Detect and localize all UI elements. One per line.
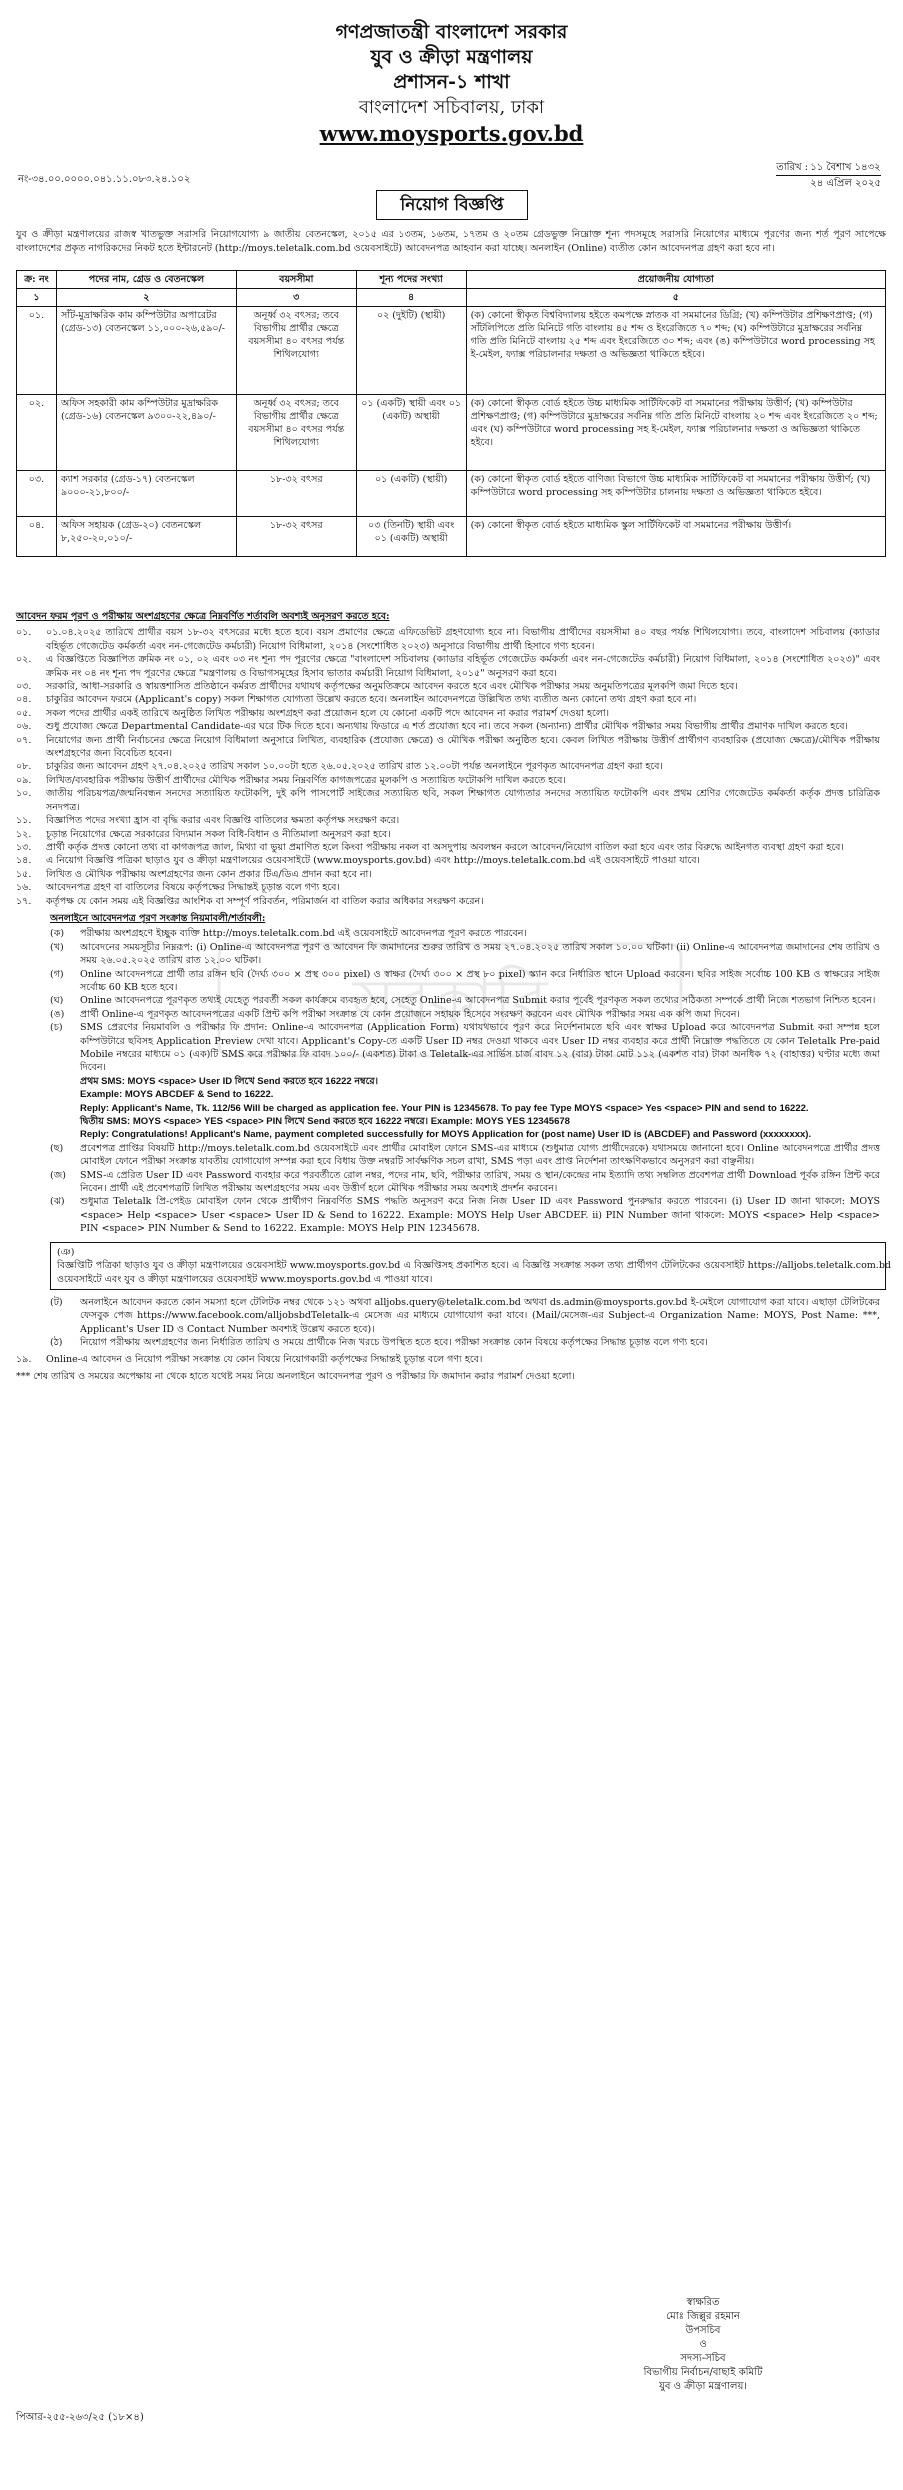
govt-name: গণপ্রজাতন্ত্রী বাংলাদেশ সরকার (335, 21, 568, 43)
condition-item (16, 693, 886, 706)
online-rule (50, 1336, 886, 1349)
condition-item-text: বিজ্ঞাপিত পদের সংখ্যা হ্রাস বা বৃদ্ধি করার এবং বিজ্ঞপ্তি বাতিলের ক্ষমতা কর্তৃপক্ষ সংরক্ষণ করে। (46, 815, 400, 827)
online-rule-number: (ঙ) (50, 1008, 65, 1020)
condition-item-text: শুধু প্রযোজ্য ক্ষেত্রে Departmental Candidate-এর ঘরে টিক দিতে হবে। অন্যথায় ফিডারে এ শর্ত প্রযোজ্য হবে না। তবে সকল (অন্যান্য) প্রার্থীর মৌখিক পরীক্ষার সময় বিভাগীয় প্রার্থীর প্রমাণক দাখিল করতে হবে। (46, 721, 848, 733)
ministry-name: যুব ও ক্রীড়া মন্ত্রণালয় (370, 46, 533, 68)
online-rule-text: প্রবেশপত্র প্রাপ্তির বিষয়টি http://moys.teletalk.com.bd ওয়েবসাইটে এবং প্রার্থীর মোবাইল ফোনে SMS-এর মাধ্যমে (শুধুমাত্র যোগ্য প্রার্থীদেরকে) যথাসময়ে জানানো হবে। Online আবেদনপত্রে প্রার্থীর প্রদত্ত মোবাইল ফোনে পরীক্ষা সংক্রান্ত যাবতীয় যোগাযোগ সম্পন্ন করা হবে বিধায় উক্ত নম্বরটি সার্বক্ষণিক সচল রাখা, SMS পড়া এবং প্রাপ্ত নির্দেশনা তাৎক্ষণিকভাবে অনুসরণ করা বাঞ্ছনীয়। (80, 1142, 880, 1168)
table-row (17, 307, 886, 395)
condition-item (16, 814, 886, 827)
condition-item (16, 626, 886, 653)
online-rule-number: (ঠ) (50, 1337, 63, 1349)
online-rule (50, 1195, 886, 1235)
online-rule (50, 1021, 886, 1075)
online-rule (50, 1128, 886, 1141)
notice-box-item-text: বিজ্ঞপ্তিটি পত্রিকা ছাড়াও যুব ও ক্রীড়া মন্ত্রণালয়ের ওয়েবসাইট www.moysports.gov.bd এ বিজ্ঞপ্তিসহ প্রকাশিত হবে। এ বিজ্ঞপ্তি সংক্রান্ত সকল তথ্য প্রার্থীগণ টেলিটকের ওয়েবসাইট https://alljobs.teletalk.com.bd ওয়েবসাইটে এবং যুব ও ক্রীড়া মন্ত্রণালয়ের ওয়েবসাইট www.moysports.gov.bd এ পাওয়া যাবে। (57, 1260, 891, 1285)
condition-item (16, 841, 886, 854)
table-row (17, 517, 886, 557)
condition-item-number: ০৭. (16, 734, 32, 746)
cell-post: অফিস সহায়ক (গ্রেড-২০) বেতনস্কেল ৮,২৫০-২০,০১০/- (56, 517, 236, 557)
office-address: বাংলাদেশ সচিবালয়, ঢাকা (358, 97, 545, 118)
signatory-name: মোঃ জিল্লুর রহমান (666, 2311, 740, 2322)
online-rule-number: (গ) (50, 968, 64, 980)
col-number: ৪ (356, 289, 466, 307)
cell-qualification: (ক) কোনো স্বীকৃত বোর্ড হইতে মাধ্যমিক স্কুল সার্টিফিকেট বা সমমানের পরীক্ষায় উত্তীর্ণ। (466, 517, 885, 557)
online-rules-list (16, 927, 886, 1235)
col-number: ১ (17, 289, 57, 307)
condition-item-number: ০৩. (16, 681, 32, 693)
cell-sl: ০১. (17, 307, 57, 395)
online-rule-text: অনলাইনে আবেদন করতে কোন সমস্যা হলে টেলিটক নম্বর থেকে ১২১ অথবা alljobs.query@teletalk.com.bd অথবা ds.admin@moysports.gov.bd ই-মেইলে যোগাযোগ করা যাবে। এছাড়া টেলিটকের ফেসবুক পেজ https://www.facebook.com/alljobsbdTeletalk-এ মেসেজ এর মাধ্যমে যোগাযোগ করা যাবে। (Mail/মেসেজ-এর Subject-এ Organization Name: MOYS, Post Name: ***, Applicant's User ID ও Contact Number অবশ্যই উল্লেখ করতে হবে)। (80, 1296, 880, 1335)
signatory-and: ও (699, 2339, 707, 2350)
col-header: বয়সসীমা (236, 271, 356, 289)
cell-sl: ০২. (17, 395, 57, 471)
online-rule (50, 1142, 886, 1169)
online-rule (50, 994, 886, 1007)
condition-item-text: চাকুরির জন্য আবেদন গ্রহণ ২৭.০৪.২০২৫ তারিখ সকাল ১০.০০টা হতে ২৬.০৫.২০২৫ তারিখ রাত ১২.০০টা পর্যন্ত অনলাইনে পূরণকৃত আবেদনপত্র গ্রহণ করা হবে। (46, 761, 663, 773)
online-rule (50, 1115, 886, 1128)
condition-item-number: ১৪. (16, 855, 32, 867)
cell-age: অনূর্ধ্ব ৩২ বৎসর; তবে বিভাগীয় প্রার্থীর ক্ষেত্রে বয়সসীমা ৪০ বৎসর পর্যন্ত শিথিলযোগ্য (236, 307, 356, 395)
date-english: ২৪ এপ্রিল ২০২৫ (810, 178, 881, 189)
online-rule (50, 1075, 886, 1088)
condition-item-number: ১৭. (16, 895, 32, 907)
footnote: *** শেষ তারিখ ও সময়ের অপেক্ষায় না থেকে হাতে যথেষ্ট সময় নিয়ে অনলাইনে আবেদনপত্র পূরণ ও পরীক্ষার ফি জমাদান করার পরামর্শ দেওয়া হলো। (16, 1370, 575, 1382)
date-block (776, 160, 881, 191)
condition-item-number: ১০. (16, 788, 32, 800)
vacancy-table (16, 270, 886, 557)
condition-item-text: লিখিত ও মৌখিক পরীক্ষায় অংশগ্রহণের জন্য কোন প্রকার টিএ/ডিএ প্রদান করা হবে না। (46, 868, 372, 880)
condition-item-text: ০১.০৪.২০২৫ তারিখে প্রার্থীর বয়স ১৮-৩২ বৎসরের মধ্যে হতে হবে। বয়স প্রমাণের ক্ষেত্রে এফিডেভিট গ্রহণযোগ্য হবে না। বিভাগীয় প্রার্থীদের বয়সসীমা ৪০ বছর পর্যন্ত শিথিলযোগ্য। তবে, বাংলাদেশ সচিবালয় (ক্যাডার বহির্ভূত গেজেটেড কর্মকর্তা এবং নন-গেজেটেড কর্মচারী) নিয়োগ বিধিমালা, ২০১৪ (সংশোধিত ২০২৩) অনুসারে বিভাগীয় প্রার্থী হিসাবে গণ্য হবেন। (46, 627, 880, 652)
conditions-title: আবেদন ফরম পূরণ ও পরীক্ষায় অংশগ্রহণের ক্ষেত্রে নিম্নবর্ণিত শর্তাবলি অবশ্যই অনুসরণ করতে হবে: (16, 611, 390, 622)
condition-item (16, 828, 886, 841)
intro-paragraph: যুব ও ক্রীড়া মন্ত্রণালয়ের রাজস্ব খাতভুক্ত সরাসরি নিয়োগযোগ্য ৯ জাতীয় বেতনস্কেল, ২০১৫ এর ১৩তম, ১৬তম, ১৭তম ও ২০তম গ্রেডভুক্ত নিম্নোক্ত শূন্য পদসমূহে সরাসরি নিয়োগের মাধ্যমে পূরণের জন্য শর্ত পূরণ সাপেক্ষে বাংলাদেশের প্রকৃত নাগরিকদের নিকট হতে ইন্টারনেট (http://moys.teletalk.com.bd ওয়েবসাইটে) আবেদনপত্র আহবান করা যাচ্ছে। অনলাইন (Online) ব্যতীত কোন আবেদনপত্র গ্রহণ করা হবে না। (16, 229, 886, 254)
condition-item-text: জাতীয় পরিচয়পত্র/জন্মনিবন্ধন সনদের সত্যায়িত ফটোকপি, দুই কপি পাসপোর্ট সাইজের সত্যায়িত ছবি, সকল শিক্ষাগত যোগ্যতার সনদের সত্যায়িত ফটোকপি এবং প্রথম শ্রেণির গেজেটেড কর্মকর্তা কর্তৃক প্রদত্ত চারিত্রিক সনদপত্র। (46, 788, 880, 813)
notice-box (50, 1242, 891, 1290)
online-rule (50, 1102, 886, 1115)
condition-item-text: নিয়োগের জন্য প্রার্থী নির্বাচনের ক্ষেত্রে নিয়োগ বিধিমালা অনুসারে লিখিত, ব্যবহারিক (প্রযোজ্য ক্ষেত্রে) ও মৌখিক পরীক্ষা অনুষ্ঠিত হবে। কেবল লিখিত পরীক্ষায় উত্তীর্ণ প্রার্থীগণ ব্যবহারিক (প্রযোজ্য ক্ষেত্রে)/মৌখিক পরীক্ষায় অংশগ্রহণের জন্য বিবেচিত হবেন। (46, 734, 880, 760)
condition-item-number: ০৫. (16, 707, 32, 719)
notice-box-item (57, 1246, 891, 1286)
sign-label: স্বাক্ষরিত (686, 2297, 720, 2308)
online-rule-text: Example: MOYS ABCDEF & Send to 16222. (80, 1089, 274, 1101)
online-rule-number: (খ) (50, 941, 64, 953)
signature-block (583, 2296, 823, 2394)
online-rule-number: (ঝ) (50, 1196, 65, 1208)
condition-item (16, 653, 886, 680)
condition-item-number: ০১. (16, 627, 32, 639)
online-rule-number: (চ) (50, 1022, 63, 1034)
condition-item-text: কর্তৃপক্ষ যে কোন সময় এই বিজ্ঞপ্তির আংশিক বা সম্পূর্ণ পরিবর্তন, পরিমার্জন বা বাতিল করার অধিকার সংরক্ষণ করেন। (46, 895, 484, 907)
signatory-role2: বিভাগীয় নির্বাচন/বাছাই কমিটি (643, 2367, 763, 2378)
col-header: ক্র: নং (17, 271, 57, 289)
online-rule (50, 1008, 886, 1021)
col-header: শূন্য পদের সংখ্যা (356, 271, 466, 289)
online-rule-text: Online আবেদনপত্রে পূরণকৃত তথ্যই যেহেতু পরবর্তী সকল কার্যক্রমে ব্যবহৃত হবে, সেহেতু Online-এ আবেদনপত্র Submit করার পূর্বেই পূরণকৃত সকল তথ্যের সঠিকতা সম্পর্কে প্রার্থী নিজে শতভাগ নিশ্চিত হবেন। (80, 995, 876, 1007)
online-rule-number: (ছ) (50, 1142, 64, 1154)
notice-title: নিয়োগ বিজ্ঞপ্তি (376, 190, 528, 220)
condition-item (16, 760, 886, 773)
online-rule (50, 968, 886, 995)
online-rule-text: নিয়োগ পরীক্ষায় অংশগ্রহণের জন্য নির্ধারিত তারিখ ও সময়ে প্রার্থীকে নিজ খরচে উপস্থিত হতে হবে। পরীক্ষা সংক্রান্ত কোন বিষয়ে কর্তৃপক্ষের সিদ্ধান্ত চূড়ান্ত বলে গণ্য হবে। (80, 1337, 708, 1349)
signatory-ministry: যুব ও ক্রীড়া মন্ত্রণালয়। (659, 2381, 747, 2392)
condition-item-number: ১৩. (16, 841, 32, 853)
section-name: প্রশাসন-১ শাখা (393, 71, 510, 93)
condition-item-number: ১৫. (16, 868, 32, 880)
online-rule (50, 1088, 886, 1101)
condition-item-text: চাকুরির আবেদন ফরমে (Applicant's copy) সকল শিক্ষাগত যোগ্যতা উল্লেখ করতে হবে। অনলাইন আবেদনপত্রে উল্লিখিত তথ্য ব্যতীত অন্য কোনো তথ্য গ্রহণ করা হবে না। (46, 694, 697, 706)
memo-number: নং-৩৪.০০.০০০০.০৪১.১১.০৮৩.২৪.১০২ (18, 174, 191, 185)
condition-item-text: প্রার্থী কর্তৃক প্রদত্ত কোনো তথ্য বা কাগজপত্র জাল, মিথ্যা বা ভুয়া প্রমাণিত হলে কিংবা পরীক্ষায় নকল বা অসদুপায় অবলম্বন করলে আবেদন/নিয়োগ বাতিল করা হবে এবং তার বিরুদ্ধে আইনগত ব্যবস্থা গ্রহণ করা হবে। (46, 841, 844, 853)
condition-item-number: ১১. (16, 815, 32, 827)
condition-item-number: ০৯. (16, 774, 32, 786)
condition-item (16, 707, 886, 720)
online-rule-text: SMS-এ প্রেরিত User ID এবং Password ব্যবহার করে পরবর্তীতে রোল নম্বর, পদের নাম, ছবি, পরীক্ষার তারিখ, সময় ও স্থান/কেন্দ্রের নাম ইত্যাদি তথ্য সম্বলিত প্রবেশপত্র প্রার্থী Download পূর্বক রঙ্গিন প্রিন্ট করে নিবেন। প্রার্থী এই প্রবেশপত্রটি লিখিত পরীক্ষায় অংশগ্রহণের সময় এবং উত্তীর্ণ হলে মৌখিক পরীক্ষার সময় অবশ্যই প্রদর্শন করবেন। (80, 1169, 880, 1195)
cell-age: অনূর্ধ্ব ৩২ বৎসর; তবে বিভাগীয় প্রার্থীর ক্ষেত্রে বয়সসীমা ৪০ বৎসর পর্যন্ত শিথিলযোগ্য (236, 395, 356, 471)
condition-item (16, 868, 886, 881)
condition-item-number: ০৬. (16, 721, 32, 733)
conditions-section (16, 610, 891, 2490)
online-rule-text: প্রথম SMS: MOYS <space> User ID লিখে Send করতে হবে 16222 নম্বরে। (80, 1075, 379, 1087)
col-header: পদের নাম, গ্রেড ও বেতনস্কেল (56, 271, 236, 289)
cell-age: ১৮-৩২ বৎসর (236, 517, 356, 557)
cell-qualification: (ক) কোনো স্বীকৃত বোর্ড হইতে উচ্চ মাধ্যমিক সার্টিফিকেট বা সমমানের পরীক্ষায় উত্তীর্ণ; (খ) কম্পিউটার প্রশিক্ষণপ্রাপ্ত; (গ) কম্পিউটারে মুদ্রাক্ষরের সর্বনিম্ন গতি প্রতি মিনিটে বাংলায় ২০ শব্দ এবং ইংরেজিতে ২০ শব্দ; এবং (ঘ) কম্পিউটারে word processing সহ ই-মেইল, ফ্যাক্স পরিচালনার দক্ষতা ও অভিজ্ঞতা থাকিতে হইবে। (466, 395, 885, 471)
online-rules-tail (16, 1296, 886, 1350)
signatory-designation: উপসচিব (685, 2325, 721, 2336)
online-rule-text: পরীক্ষায় অংশগ্রহণে ইচ্ছুক ব্যক্তি http://moys.teletalk.com.bd এই ওয়েবসাইটে আবেদনপত্র পূরণ করতে পারবেন। (80, 928, 527, 940)
online-rule (50, 1296, 886, 1336)
condition-item-text: লিখিত/ব্যবহারিক পরীক্ষায় উত্তীর্ণ প্রার্থীদের মৌখিক পরীক্ষার সময় নিম্নবর্ণিত কাগজপত্রের মূলকপি ও সত্যায়িত ফটোকপি দাখিল করতে হবে। (46, 774, 566, 786)
table-row (17, 395, 886, 471)
condition-item (16, 881, 886, 894)
cell-vacancy: ০২ (দুইটি) (স্থায়ী) (356, 307, 466, 395)
condition-item-text: এ বিজ্ঞপ্তিতে বিজ্ঞাপিত ক্রমিক নং ০১, ০২ এবং ০৩ নং শূন্য পদ পূরণের ক্ষেত্রে "বাংলাদেশ সচিবালয় (ক্যাডার বহির্ভূত গেজেটেড কর্মকর্তা এবং নন-গেজেটেড কর্মচারী) নিয়োগ বিধিমালা, ২০১৪ (সংশোধিত ২০২৩)" এবং ক্রমিক নং ০৪ নং শূন্য পদ পূরণের ক্ষেত্রে "মন্ত্রণালয় ও বিভাগসমূহের হিসাব ভাতার কর্মচারী নিয়োগ বিধিমালা, ২০১৫" অনুসরণ করা হবে। (46, 654, 880, 679)
date-label: তারিখ : (776, 162, 809, 173)
online-rule (50, 1169, 886, 1196)
cell-age: ১৮-৩২ বৎসর (236, 471, 356, 517)
online-rule-text: Reply: Applicant's Name, Tk. 112/56 Will be charged as application fee. Your PIN is 12345678. To pay fee Type MOYS <space> Yes <space> PIN and send to 16222. (80, 1102, 809, 1114)
cell-qualification: (ক) কোনো স্বীকৃত বিশ্ববিদ্যালয় হইতে কমপক্ষে স্নাতক বা সমমানের ডিগ্রি; (খ) কম্পিউটার প্রশিক্ষণপ্রাপ্ত; (গ) সাঁটলিপিতে প্রতি মিনিটে গতি বাংলায় ৪৫ শব্দ ও ইংরেজিতে ৭০ শব্দ; (ঘ) কম্পিউটারে মুদ্রাক্ষরের সর্বনিম্ন গতি প্রতি মিনিটে বাংলায় ২৫ শব্দ এবং ইংরেজিতে ৩০ শব্দ; এবং (ঙ) কম্পিউটারে word processing সহ ই-মেইল, ফ্যাক্স পরিচালনার দক্ষতা ও অভিজ্ঞতা থাকিতে হইবে। (466, 307, 885, 395)
online-rule (50, 927, 886, 940)
col-number: ৫ (466, 289, 885, 307)
online-rule-number: (ট) (50, 1296, 63, 1308)
table-colnum-row (17, 289, 886, 307)
condition-item-number: ০৪. (16, 694, 32, 706)
watermark-text: সরকারি (352, 966, 548, 1040)
condition-item-text: আবেদনপত্র গ্রহণ বা বাতিলের বিষয়ে কর্তৃপক্ষের সিদ্ধান্তই চূড়ান্ত বলে গণ্য হবে। (46, 882, 340, 894)
condition-item (16, 774, 886, 787)
header (0, 20, 903, 148)
cell-vacancy: ০৩ (তিনটি) স্থায়ী এবং ০১ (একটি) অস্থায়ী (356, 517, 466, 557)
final-item: ১৯. Online-এ আবেদন ও নিয়োগ পরীক্ষা সংক্রান্ত যে কোন বিষয়ে নিয়োগকারী কর্তৃপক্ষের সিদ্ধান্তই চূড়ান্ত বলে গণ্য হবে। (16, 1353, 483, 1365)
cell-vacancy: ০১ (একটি) স্থায়ী এবং ০১ (একটি) অস্থায়ী (356, 395, 466, 471)
table-header-row (17, 271, 886, 289)
condition-item-number: ১২. (16, 828, 32, 840)
online-rule-text: Online আবেদনপত্রে প্রার্থী তার রঙ্গিন ছবি (দৈর্ঘ্য ৩০০ × প্রস্থ ৩০০ pixel) ও স্বাক্ষর (দৈর্ঘ্য ৩০০ × প্রস্থ ৮০ pixel) স্ক্যান করে নির্ধারিত স্থানে Upload করবেন। ছবির সাইজ সর্বোচ্চ 100 KB ও স্বাক্ষরের সাইজ সর্বোচ্চ 60 KB হতে হবে। (80, 968, 880, 993)
col-number: ২ (56, 289, 236, 307)
online-rule-number: (ক) (50, 928, 65, 940)
condition-item-text: এ নিয়োগ বিজ্ঞপ্তি পত্রিকা ছাড়াও যুব ও ক্রীড়া মন্ত্রণালয়ের ওয়েবসাইটে (www.moysports.gov.bd) এবং http://moys.teletalk.com.bd এই ওয়েবসাইটে পাওয়া যাবে। (46, 855, 700, 867)
cell-post: ক্যাশ সরকার (গ্রেড-১৭) বেতনস্কেল ৯০০০-২১,৮০০/- (56, 471, 236, 517)
table-row (17, 471, 886, 517)
online-rule-text: Reply: Congratulations! Applicant's Name, payment completed successfully for MOYS Application for (post name) User ID is (ABCDEF) and Password (xxxxxxxx). (80, 1129, 812, 1141)
cell-sl: ০৪. (17, 517, 57, 557)
condition-item (16, 895, 886, 908)
online-rule-text: প্রার্থী Online-এ পূরণকৃত আবেদনপত্রের একটি প্রিন্ট কপি পরীক্ষা সংক্রান্ত যে কোন প্রয়োজনে সহায়ক হিসেবে সংরক্ষণ করবেন এবং মৌখিক পরীক্ষার সময় এক কপি জমা দিবেন। (80, 1008, 740, 1020)
cell-sl: ০৩. (17, 471, 57, 517)
condition-item (16, 734, 886, 761)
website-link[interactable]: www.moysports.gov.bd (319, 121, 584, 146)
notice-box-item-number: (ঞ) (57, 1246, 75, 1258)
col-header: প্রয়োজনীয় যোগ্যতা (466, 271, 885, 289)
condition-item (16, 680, 886, 693)
col-number: ৩ (236, 289, 356, 307)
condition-item-text: সকল পদের প্রার্থীর একই তারিখে অনুষ্ঠিত লিখিত পরীক্ষায় অংশগ্রহণ করা প্রয়োজন হলে যে কোনো একটি পদে আবেদন না করার পরামর্শ দেওয়া হলো। (46, 707, 610, 719)
online-rule-text: SMS প্রেরণের নিয়মাবলি ও পরীক্ষার ফি প্রদান: Online-এ আবেদনপত্র (Application Form) যথাযথভাবে পূরণ করে নির্দেশনামতে ছবি এবং স্বাক্ষর Upload করে আবেদনপত্র Submit করা সম্পন্ন হলে কম্পিউটারে ছবিসহ Application Preview দেখা যাবে। Applicant's Copy-তে একটি User ID নম্বর দেওয়া থাকবে এবং User ID নম্বর ব্যবহার করে প্রার্থী নিম্নোক্ত পদ্ধতিতে যে কোন Teletalk Pre-paid Mobile নম্বরের মাধ্যমে ০১ (এক)টি SMS করে পরীক্ষার ফি বাবদ ১০০/- (একশত) টাকা ও Teletalk-এর সার্ভিস চার্জ বাবদ ১২ (বার) টাকা মোট ১১২ (একশত বার) টাকা অনধিক ৭২ (বাহাত্তর) ঘণ্টার মধ্যে জমা দিবেন। (80, 1022, 880, 1074)
condition-item (16, 854, 886, 867)
condition-item (16, 720, 886, 733)
cell-post: অফিস সহকারী কাম কম্পিউটার মুদ্রাক্ষরিক (গ্রেড-১৬) বেতনস্কেল ৯৩০০-২২,৪৯০/- (56, 395, 236, 471)
condition-item-text: চূড়ান্ত নিয়োগের ক্ষেত্রে সরকারের বিদ্যমান সকল বিধি-বিধান ও নীতিমালা অনুসরণ করা হবে। (46, 828, 391, 840)
online-rule-number: (জ) (50, 1169, 66, 1181)
condition-item-number: ০৮. (16, 761, 32, 773)
condition-item-text: সরকারি, আধা-সরকারি ও স্বায়ত্তশাসিত প্রতিষ্ঠানে কর্মরত প্রার্থীদের যথাযথ কর্তৃপক্ষের অনুমতিক্রমে আবেদন করতে হবে এবং মৌখিক পরীক্ষার সময় অনুমতিপত্রের মূলকপি জমা দিতে হবে। (46, 681, 738, 693)
online-rule-text: দ্বিতীয় SMS: MOYS <space> YES <space> PIN লিখে Send করতে হবে 16222 নম্বরে। Example: MOYS YES 12345678 (80, 1116, 570, 1128)
print-code: পিআর-২৫৫-২৬৩/২৫ (১৮×৪) (16, 2412, 144, 2423)
online-rule (50, 941, 886, 968)
condition-item-number: ০২. (16, 654, 32, 666)
date-bangla: ১১ বৈশাখ ১৪৩২ (810, 162, 881, 173)
cell-vacancy: ০১ (একটি) (স্থায়ী) (356, 471, 466, 517)
condition-item-number: ১৬. (16, 882, 32, 894)
online-title: অনলাইনে আবেদনপত্র পূরণ সংক্রান্ত নিয়মাবলী/শর্তাবলী: (50, 912, 266, 924)
cell-post: সাঁট-মুদ্রাক্ষরিক কাম কম্পিউটার অপারেটর (গ্রেড-১৩) বেতনস্কেল ১১,০০০-২৬,৫৯০/- (56, 307, 236, 395)
online-rule-text: আবেদনের সময়সূচীর নিম্নরূপ: (i) Online-এ আবেদনপত্র পূরণ ও আবেদন ফি জমাদানের শুরুর তারিখ ও সময় ২৭.০৪.২০২৫ তারিখ সকাল ১০.০০ ঘটিকা। (ii) Online-এ আবেদনপত্র জমাদানের শেষ তারিখ ও সময় ২৬.০৫.২০২৫ তারিখ রাত ১২.০০ ঘটিকা। (80, 941, 880, 967)
condition-item (16, 787, 886, 814)
conditions-list (16, 626, 886, 908)
online-rule-text: শুধুমাত্র Teletalk প্রি-পেইড মোবাইল ফোন থেকে প্রার্থীগণ নিম্নবর্ণিত SMS পদ্ধতি অনুসরণ করে নিজ নিজ User ID এবং Password পুনরুদ্ধার করতে পারবেন। (i) User ID জানা থাকলে: MOYS <space> Help <space> User <space> User ID & Send to 16222. Example: MOYS Help User ABCDEF. ii) PIN Number জানা থাকলে: MOYS <space> Help <space> PIN <space> PIN Number & Send to 16222. Example: MOYS Help PIN 12345678. (80, 1196, 880, 1235)
signatory-role1: সদস্য-সচিব (680, 2353, 726, 2364)
cell-qualification: (ক) কোনো স্বীকৃত বোর্ড হইতে বাণিজ্য বিভাগে উচ্চ মাধ্যমিক সার্টিফিকেট বা সমমানের পরীক্ষায় উত্তীর্ণ; (খ) কম্পিউটারে word processing সহ কম্পিউটার চালনায় দক্ষতা ও অভিজ্ঞতা থাকিতে হইবে। (466, 471, 885, 517)
online-rule-number: (ঘ) (50, 995, 64, 1007)
